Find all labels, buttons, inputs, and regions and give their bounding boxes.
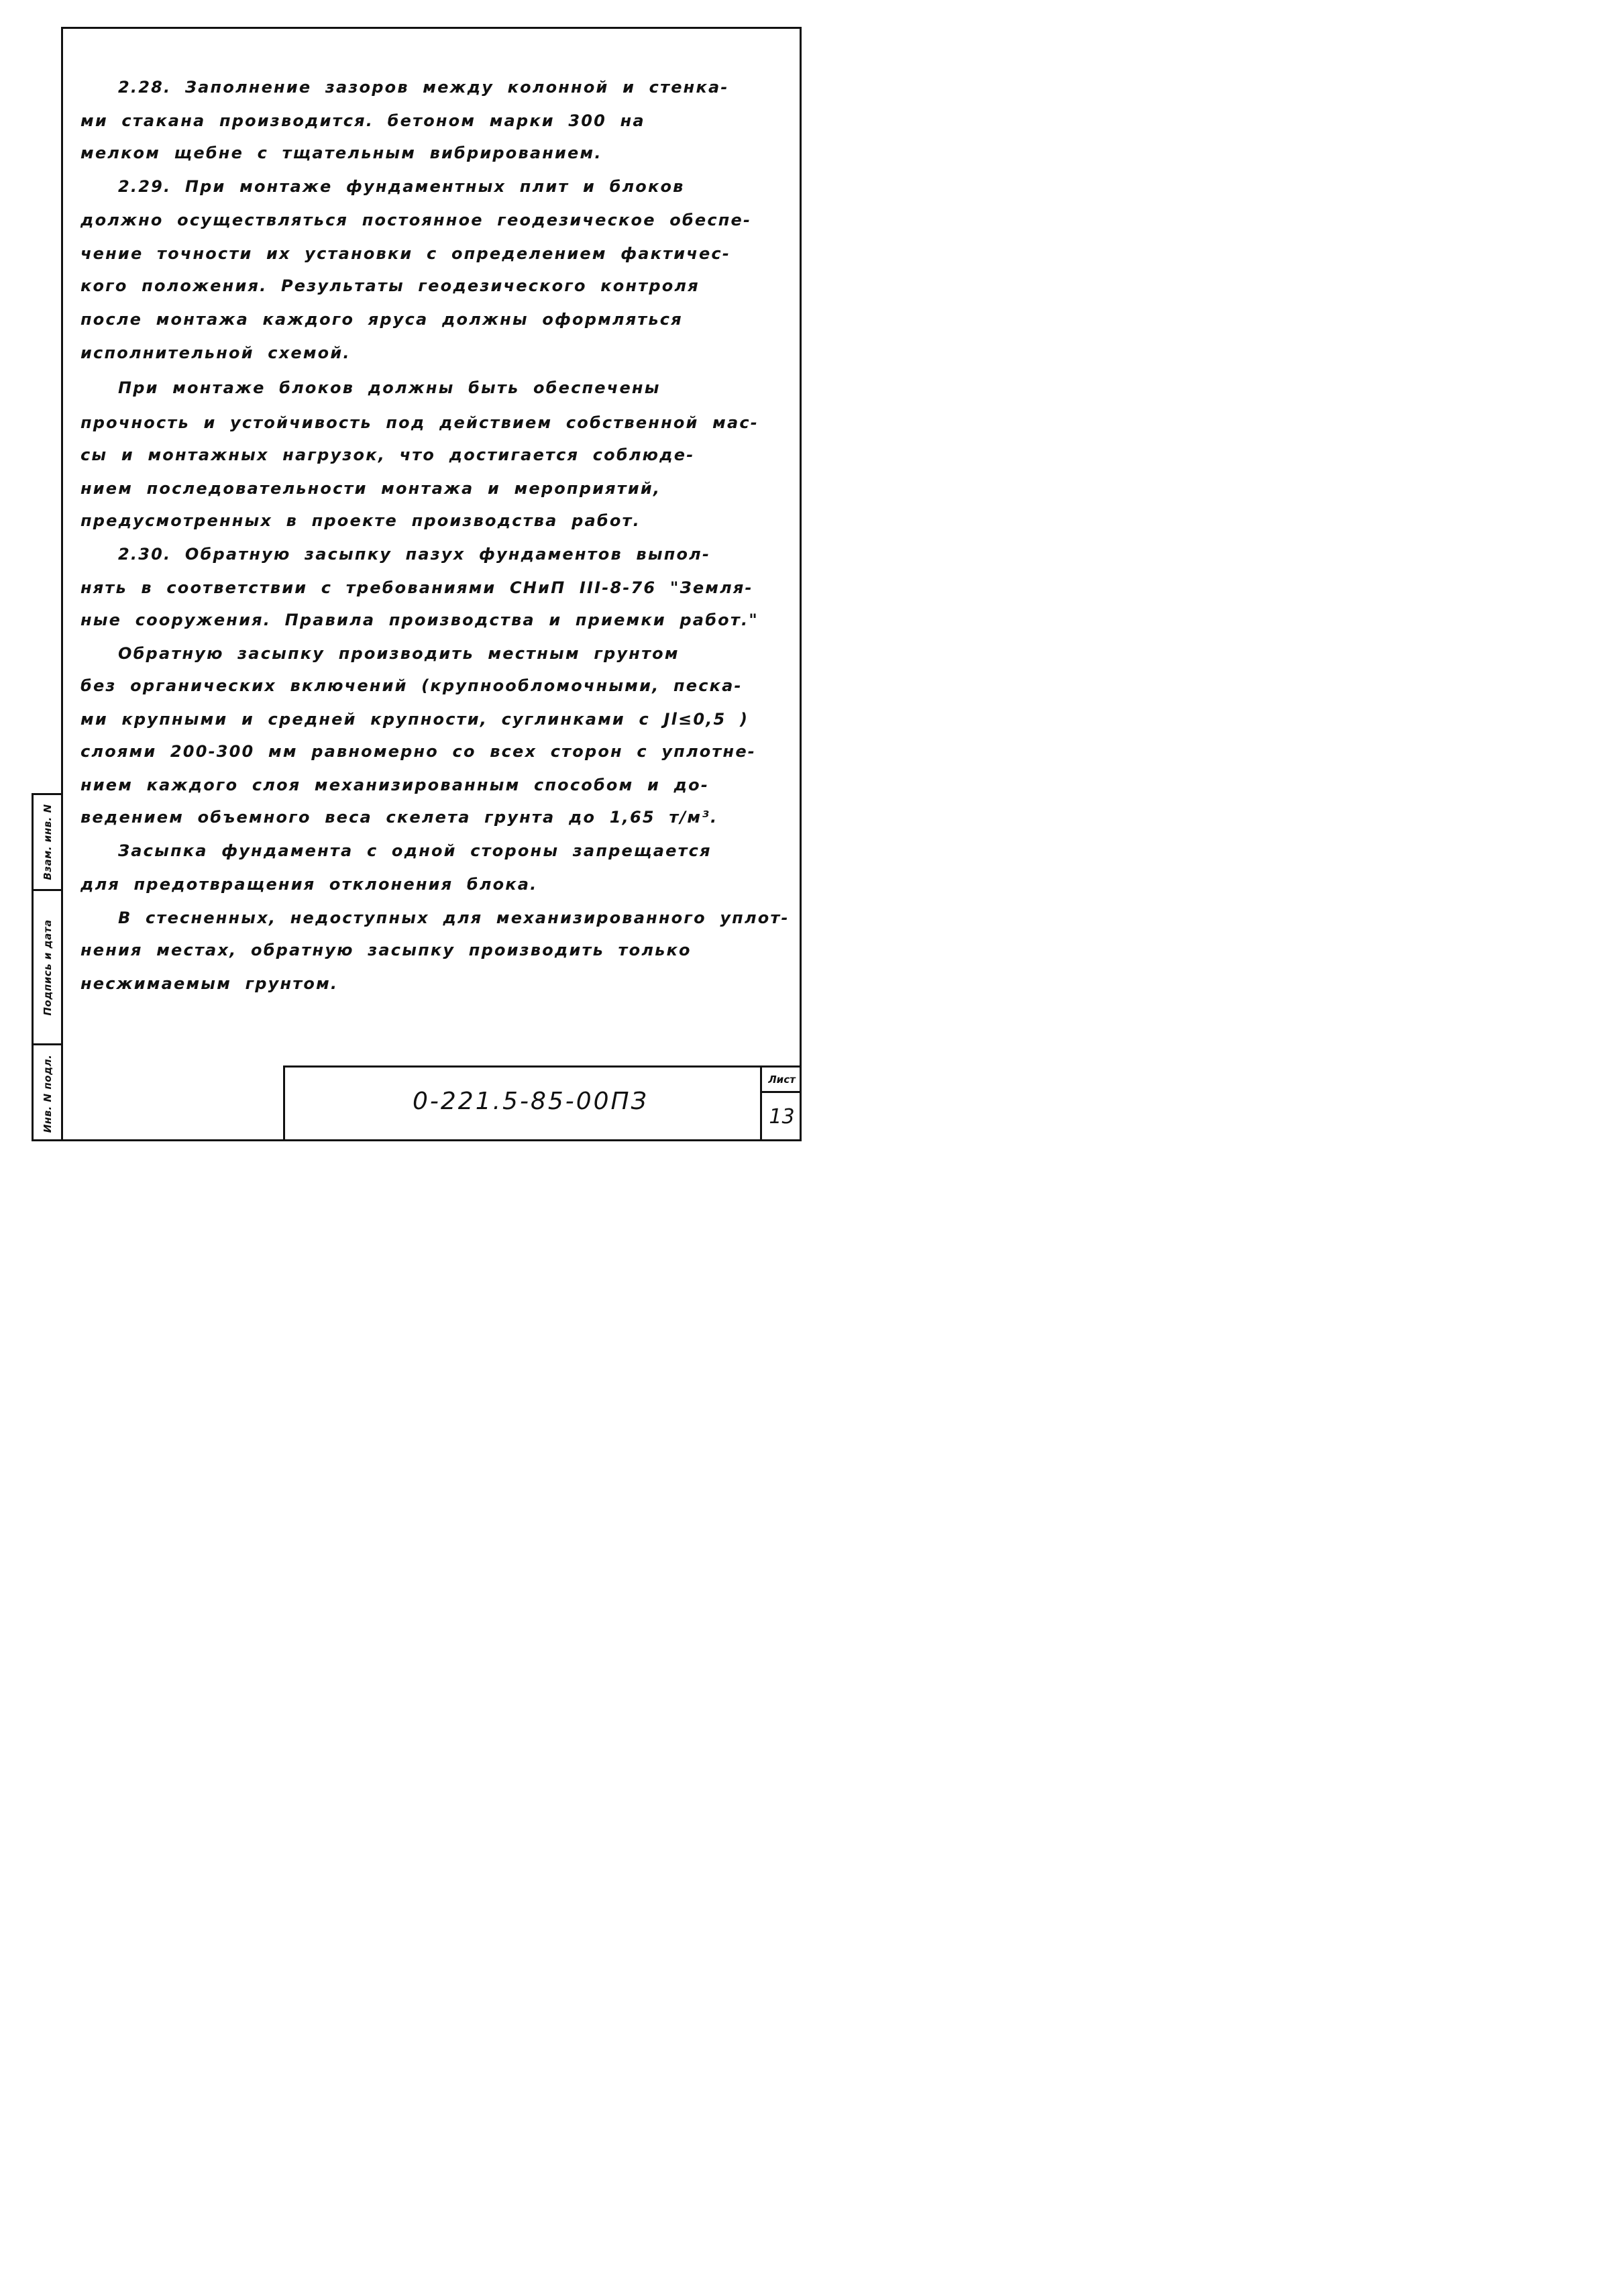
text-line: без органических включений (крупнообломочными, песка- bbox=[80, 676, 743, 695]
text-line: чение точности их установки с определением фактичес- bbox=[80, 244, 731, 263]
text-line: слоями 200-300 мм равномерно со всех сторон с уплотне- bbox=[80, 742, 756, 761]
stamp-signature-date-label: Подпись и дата bbox=[41, 919, 54, 1016]
title-block bbox=[283, 1065, 802, 1141]
text-line: 2.28. Заполнение зазоров между колонной и стенка- bbox=[118, 78, 729, 97]
stamp-replace-inv bbox=[34, 795, 61, 889]
margin-stamp-column bbox=[32, 793, 61, 1141]
text-line: В стесненных, недоступных для механизированного уплот- bbox=[118, 908, 790, 927]
text-line: 2.30. Обратную засыпку пазух фундаментов выпол- bbox=[118, 545, 711, 564]
text-line: ми крупными и средней крупности, суглинками с Jl≤0,5 ) bbox=[80, 710, 749, 729]
text-line: нием каждого слоя механизированным способом и до- bbox=[80, 776, 709, 794]
text-line: ведением объемного веса скелета грунта до 1,65 т/м³. bbox=[80, 808, 718, 827]
text-line: должно осуществляться постоянное геодезическое обеспе- bbox=[80, 211, 752, 229]
text-line: после монтажа каждого яруса должны оформляться bbox=[80, 310, 683, 329]
text-line: нием последовательности монтажа и мероприятий, bbox=[80, 479, 661, 498]
text-line: нения местах, обратную засыпку производить только bbox=[80, 941, 692, 959]
text-line: ные сооружения. Правила производства и приемки работ." bbox=[80, 611, 759, 629]
text-line: Обратную засыпку производить местным грунтом bbox=[118, 644, 680, 663]
text-line: При монтаже блоков должны быть обеспечены bbox=[118, 378, 661, 397]
text-line: Засыпка фундамента с одной стороны запрещается bbox=[118, 841, 712, 860]
document-code: 0-221.5-85-00ПЗ bbox=[413, 1088, 649, 1115]
document-page bbox=[0, 0, 819, 1155]
stamp-signature-date bbox=[34, 889, 61, 1043]
text-line: для предотвращения отклонения блока. bbox=[80, 875, 538, 894]
text-line: ми стакана производится. бетоном марки 300 на bbox=[80, 111, 645, 130]
text-line: прочность и устойчивость под действием собственной мас- bbox=[80, 413, 759, 432]
text-line: исполнительной схемой. bbox=[80, 344, 351, 362]
text-line: мелком щебне с тщательным вибрированием. bbox=[80, 144, 602, 162]
stamp-replace-inv-label: Взам. инв. N bbox=[41, 804, 54, 880]
sheet-number: 13 bbox=[769, 1105, 795, 1129]
text-line: 2.29. При монтаже фундаментных плит и блоков bbox=[118, 177, 685, 196]
stamp-inv-no bbox=[34, 1043, 61, 1141]
sheet-box bbox=[760, 1068, 802, 1141]
text-line: нять в соответствии с требованиями СНиП III-8-76 "Земля- bbox=[80, 578, 753, 597]
stamp-inv-no-label: Инв. N подл. bbox=[41, 1054, 54, 1133]
sheet-label: Лист bbox=[762, 1068, 802, 1093]
text-line: предусмотренных в проекте производства работ. bbox=[80, 511, 641, 530]
text-line: кого положения. Результаты геодезического контроля bbox=[80, 276, 700, 295]
text-line: сы и монтажных нагрузок, что достигается соблюде- bbox=[80, 446, 695, 464]
text-line: несжимаемым грунтом. bbox=[80, 974, 339, 993]
